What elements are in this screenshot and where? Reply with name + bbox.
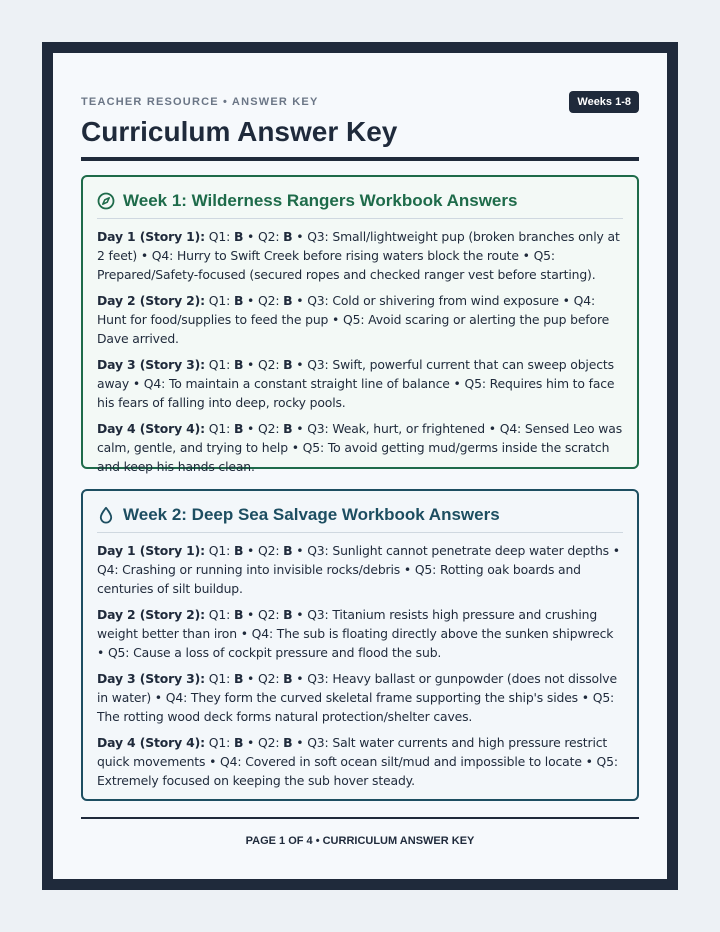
page-frame [42,42,678,890]
q2-answer: B [283,671,293,686]
q2-answer: B [283,735,293,750]
q2-answer: B [283,607,293,622]
day-label: Day 1 (Story 1): [97,543,205,558]
day-answers: Q3: Heavy ballast or gunpowder (does not dissolve in water) • Q4: They form the curved skeletal frame supporting the ship's sides • Q5: The rotting wood deck forms natural protection/shelter caves. [97,671,617,724]
q1-answer: B [233,543,244,558]
water-drop-icon [97,506,115,524]
q2-label: Q2: [257,229,280,244]
q2-label: Q2: [257,293,280,308]
week-1-card [81,175,639,474]
q1-label: Q1: [208,421,231,436]
week-1-title: Week 1: Wilderness Rangers Workbook Answers [123,191,518,210]
q2-answer: B [283,421,293,436]
q2-label: Q2: [257,421,280,436]
day-answers: Q3: Sunlight cannot penetrate deep water depths • Q4: Crashing or running into invisible rocks/debris • Q5: Rotting oak boards and centuries of silt buildup. [97,543,620,596]
answer-key-page [53,53,667,879]
resource-eyebrow: TEACHER RESOURCE • ANSWER KEY [81,96,319,108]
q2-label: Q2: [257,543,280,558]
q2-answer: B [283,293,293,308]
q1-label: Q1: [208,607,231,622]
q1-label: Q1: [208,671,231,686]
day-answers: Q3: Weak, hurt, or frightened • Q4: Sensed Leo was calm, gentle, and trying to help • Q5: To avoid getting mud/germs inside the scratch and keep his hands clean. [97,421,623,474]
q2-answer: B [283,357,293,372]
q2-label: Q2: [257,671,280,686]
q1-label: Q1: [208,293,231,308]
week-2-header [97,505,623,533]
footer-divider [81,817,639,819]
day-label: Day 2 (Story 2): [97,607,205,622]
week-2-day-1: Day 1 (Story 1): Q1: B • Q2: B • Q3: Sunlight cannot penetrate deep water depths • Q4: Crashing or running into invisible rocks/debris • Q5: Rotting oak boards and centuries of silt buildup. [97,543,620,596]
day-label: Day 2 (Story 2): [97,293,205,308]
page-title: Curriculum Answer Key [81,116,398,147]
day-label: Day 1 (Story 1): [97,229,205,244]
day-answers: Q3: Titanium resists high pressure and crushing weight better than iron • Q4: The sub is floating directly above the sunken shipwreck • Q5: Cause a loss of cockpit pressure and flood the sub. [97,607,614,660]
day-label: Day 3 (Story 3): [97,357,205,372]
day-answers: Q3: Small/lightweight pup (broken branches only at 2 feet) • Q4: Hurry to Swift Creek before rising waters block the route • Q5: Prepared/Safety-focused (secured ropes and checked ranger vest before starting). [97,229,620,282]
day-answers: Q3: Salt water currents and high pressure restrict quick movements • Q4: Covered in soft ocean silt/mud and impossible to locate • Q5: Extremely focused on keeping the sub hover steady. [97,735,618,788]
q1-answer: B [233,357,244,372]
q1-label: Q1: [208,229,231,244]
week-2-day-2: Day 2 (Story 2): Q1: B • Q2: B • Q3: Titanium resists high pressure and crushing weight better than iron • Q4: The sub is floating directly above the sunken shipwreck • Q5: Cause a loss of cockpit pressure and flood the sub. [97,607,614,660]
week-2-day-3: Day 3 (Story 3): Q1: B • Q2: B • Q3: Heavy ballast or gunpowder (does not dissolve in water) • Q4: They form the curved skeletal frame supporting the ship's sides • Q5: The rotting wood deck forms natural protection/shelter caves. [97,671,617,724]
q2-answer: B [283,229,293,244]
q2-label: Q2: [257,735,280,750]
week-1-day-4: Day 4 (Story 4): Q1: B • Q2: B • Q3: Weak, hurt, or frightened • Q4: Sensed Leo was calm, gentle, and trying to help • Q5: To avoid getting mud/germs inside the scratch and keep his hands clean. [97,421,623,474]
q1-answer: B [233,421,244,436]
day-label: Day 3 (Story 3): [97,671,205,686]
day-label: Day 4 (Story 4): [97,735,205,750]
q1-answer: B [233,229,244,244]
q1-label: Q1: [208,735,231,750]
week-2-title: Week 2: Deep Sea Salvage Workbook Answers [123,505,500,524]
q2-answer: B [283,543,293,558]
title-divider [81,157,639,161]
compass-icon [97,192,115,210]
day-answers: Q3: Swift, powerful current that can sweep objects away • Q4: To maintain a constant straight line of balance • Q5: Requires him to face his fears of falling into deep, rocky pools. [97,357,615,410]
q1-label: Q1: [208,357,231,372]
day-answers: Q3: Cold or shivering from wind exposure • Q4: Hunt for food/supplies to feed the pup • Q5: Avoid scaring or alerting the pup before Dave arrived. [97,293,610,346]
q1-answer: B [233,607,244,622]
q1-answer: B [233,735,244,750]
q1-answer: B [233,293,244,308]
week-2-day-4: Day 4 (Story 4): Q1: B • Q2: B • Q3: Salt water currents and high pressure restrict quick movements • Q4: Covered in soft ocean silt/mud and impossible to locate • Q5: Extremely focused on keeping the sub hover steady. [97,735,618,788]
q1-label: Q1: [208,543,231,558]
day-label: Day 4 (Story 4): [97,421,205,436]
page-footer: PAGE 1 OF 4 • CURRICULUM ANSWER KEY [245,835,475,847]
weeks-badge: Weeks 1-8 [569,91,639,113]
q1-answer: B [233,671,244,686]
week-1-day-1: Day 1 (Story 1): Q1: B • Q2: B • Q3: Small/lightweight pup (broken branches only at 2 feet) • Q4: Hurry to Swift Creek before rising waters block the route • Q5: Prepared/Safety-focused (secured ropes and checked ranger vest before starting). [97,229,620,282]
q2-label: Q2: [257,607,280,622]
week-1-day-2: Day 2 (Story 2): Q1: B • Q2: B • Q3: Cold or shivering from wind exposure • Q4: Hunt for food/supplies to feed the pup • Q5: Avoid scaring or alerting the pup before Dave arrived. [97,293,610,346]
week-1-day-3: Day 3 (Story 3): Q1: B • Q2: B • Q3: Swift, powerful current that can sweep objects away • Q4: To maintain a constant straight line of balance • Q5: Requires him to face his fears of falling into deep, rocky pools. [97,357,615,410]
week-1-header [97,191,623,219]
week-2-card [81,489,639,801]
q2-label: Q2: [257,357,280,372]
